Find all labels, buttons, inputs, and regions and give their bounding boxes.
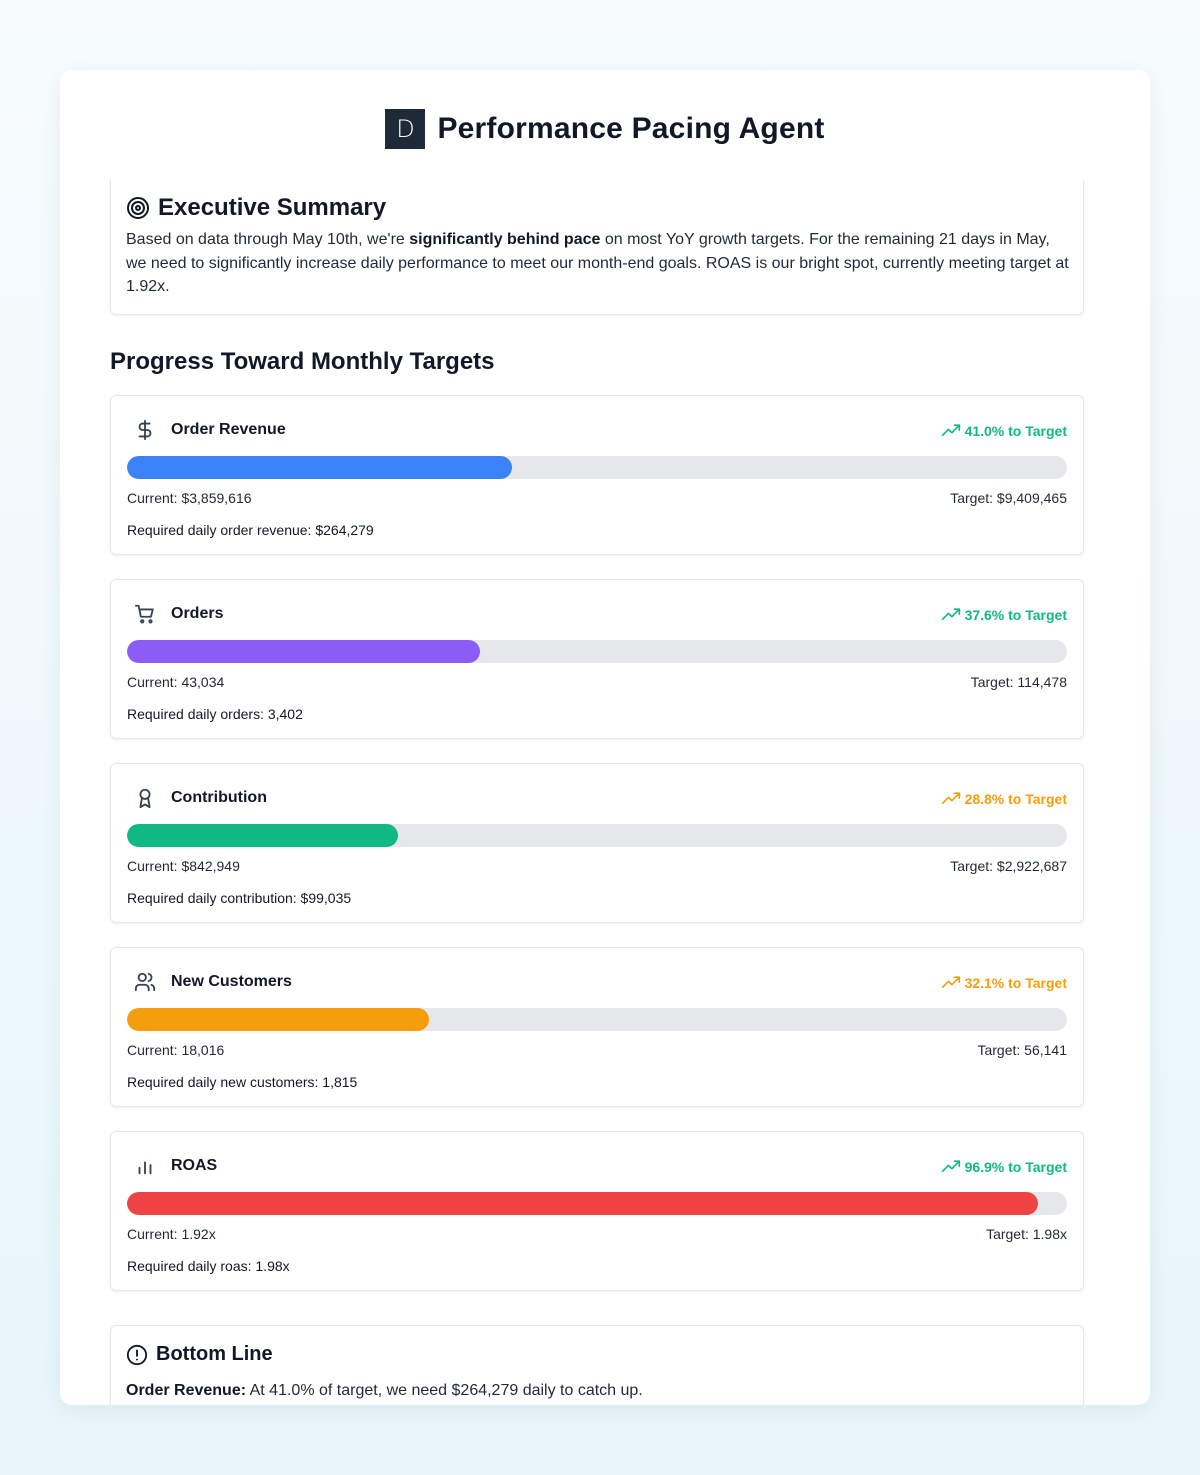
progress-track [127,824,1067,847]
trending-up-icon [941,1157,961,1177]
metric-status [941,789,1067,809]
metric-status [941,973,1067,993]
progress-track [127,1192,1067,1215]
metric-target: Target: 56,141 [977,1042,1067,1058]
metric-status [941,605,1067,625]
trending-up-icon [941,973,961,993]
metric-name: Contribution [171,789,267,806]
dollar-icon [134,419,156,441]
page-title: Performance Pacing Agent [437,112,825,145]
header [60,109,1150,149]
metric-card-roas [110,1131,1084,1291]
summary-title: Executive Summary [158,194,387,221]
metric-card-new-customers [110,947,1084,1107]
progress-track [127,1008,1067,1031]
metric-required: Required daily new customers: 1,815 [127,1074,358,1090]
metric-required: Required daily order revenue: $264,279 [127,522,374,538]
trending-up-icon [941,789,961,809]
bottom-line-title: Bottom Line [156,1343,273,1365]
executive-summary-card [110,180,1084,315]
metric-required: Required daily roas: 1.98x [127,1258,290,1274]
metric-status [941,421,1067,441]
metric-status-text: 41.0% to Target [964,423,1067,439]
metric-status [941,1157,1067,1177]
metric-card-orders [110,579,1084,739]
progress-fill [127,456,512,479]
progress-section-title: Progress Toward Monthly Targets [110,348,495,375]
metric-current: Current: $3,859,616 [127,490,252,506]
metric-target: Target: 1.98x [986,1226,1067,1242]
summary-text: Based on data through May 10th, we're significantly behind pace on most YoY growth targets. For the remaining 21 days in May, we need to significantly increase daily performance to meet our month-end goals. ROAS is our bright spot, currently meeting target at 1.92x. [126,231,1069,295]
progress-fill [127,824,398,847]
metric-name: New Customers [171,973,292,990]
metric-status-text: 37.6% to Target [964,607,1067,623]
metric-name: ROAS [171,1157,218,1174]
award-icon [134,787,156,809]
target-icon [126,196,150,220]
progress-fill [127,640,480,663]
metric-target: Target: 114,478 [970,674,1067,690]
progress-fill [127,1192,1038,1215]
metric-card-order-revenue [110,395,1084,555]
bottom-line-card [110,1325,1084,1405]
cart-icon [134,603,156,625]
users-icon [134,971,156,993]
metric-required: Required daily contribution: $99,035 [127,890,352,906]
metric-required: Required daily orders: 3,402 [127,706,303,722]
metric-current: Current: 18,016 [127,1042,225,1058]
main-panel [60,70,1150,1405]
metric-target: Target: $9,409,465 [950,490,1067,506]
metric-name: Orders [171,605,224,622]
app-logo: D [385,109,425,149]
alert-circle-icon [126,1344,148,1366]
trending-up-icon [941,421,961,441]
metric-current: Current: $842,949 [127,858,240,874]
metric-name: Order Revenue [171,421,286,438]
metric-status-text: 96.9% to Target [964,1159,1067,1175]
bottom-line-text: Order Revenue: At 41.0% of target, we need $264,279 daily to catch up. [126,1382,643,1399]
metric-card-contribution [110,763,1084,923]
metric-current: Current: 43,034 [127,674,225,690]
trending-up-icon [941,605,961,625]
metric-target: Target: $2,922,687 [950,858,1067,874]
bar-chart-icon [134,1155,156,1177]
progress-track [127,640,1067,663]
metric-current: Current: 1.92x [127,1226,216,1242]
progress-fill [127,1008,429,1031]
progress-track [127,456,1067,479]
metric-status-text: 32.1% to Target [964,975,1067,991]
metric-status-text: 28.8% to Target [964,791,1067,807]
